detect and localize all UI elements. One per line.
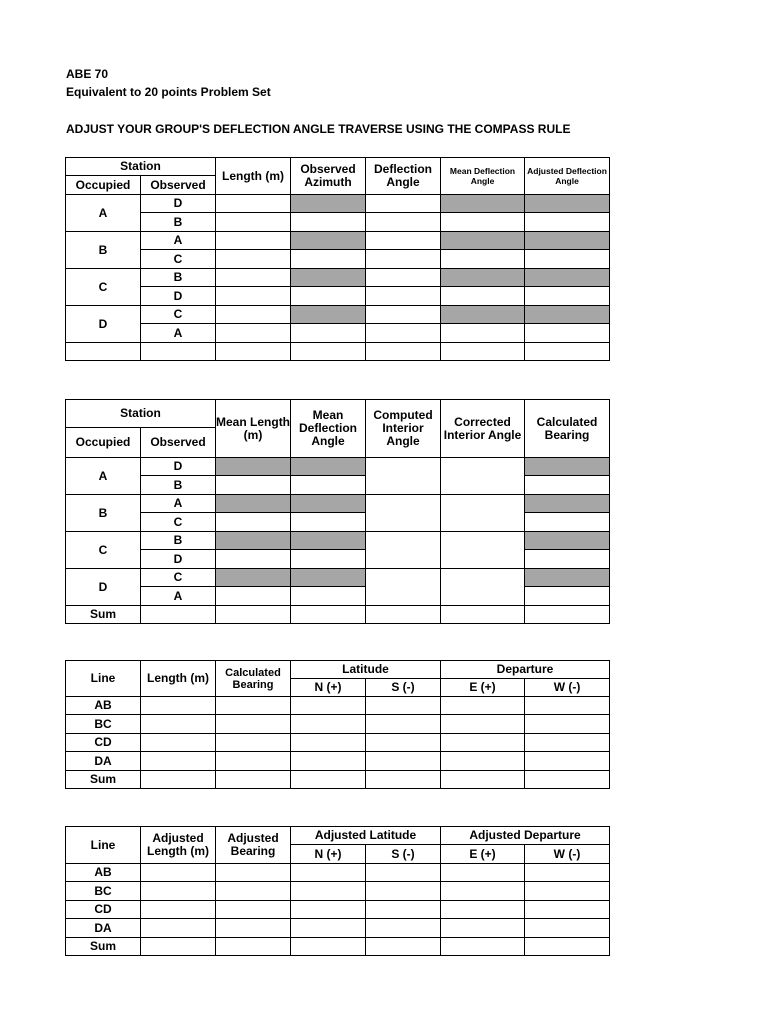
- adjusted-table: [65, 826, 610, 956]
- input-cell[interactable]: [366, 269, 441, 287]
- input-cell[interactable]: [216, 901, 291, 919]
- input-cell[interactable]: [216, 306, 291, 324]
- input-cell[interactable]: [141, 771, 216, 789]
- shaded-cell: [291, 458, 366, 476]
- input-cell[interactable]: [441, 458, 525, 495]
- west-header: W (-): [525, 845, 610, 864]
- observed-cell: B: [141, 532, 216, 550]
- input-cell[interactable]: [441, 919, 525, 938]
- input-cell[interactable]: [366, 324, 441, 343]
- input-cell[interactable]: [441, 606, 525, 624]
- north-header: N (+): [291, 845, 366, 864]
- input-cell[interactable]: [366, 287, 441, 306]
- input-cell[interactable]: [216, 550, 291, 569]
- west-header: W (-): [525, 679, 610, 697]
- input-cell[interactable]: [141, 864, 216, 882]
- input-cell[interactable]: [366, 901, 441, 919]
- shaded-cell: [525, 269, 610, 287]
- observed-cell: A: [141, 587, 216, 606]
- input-cell[interactable]: [366, 697, 441, 715]
- shaded-cell: [291, 532, 366, 550]
- occupied-cell: C: [66, 532, 141, 569]
- input-cell[interactable]: [216, 476, 291, 495]
- input-cell[interactable]: [366, 569, 441, 606]
- input-cell[interactable]: [441, 882, 525, 901]
- input-cell[interactable]: [141, 606, 216, 624]
- shaded-cell: [525, 495, 610, 513]
- adjusted-latitude-header: Adjusted Latitude: [291, 827, 441, 845]
- input-cell[interactable]: [141, 752, 216, 771]
- adjusted-bearing-header: Adjusted Bearing: [216, 827, 291, 864]
- computed-interior-header: Computed Interior Angle: [366, 400, 441, 458]
- shaded-cell: [525, 569, 610, 587]
- input-cell[interactable]: [366, 343, 441, 361]
- input-cell[interactable]: [291, 715, 366, 734]
- input-cell[interactable]: [66, 343, 141, 361]
- adjusted-departure-header: Adjusted Departure: [441, 827, 610, 845]
- line-header: Line: [66, 661, 141, 697]
- shaded-cell: [441, 306, 525, 324]
- line-label: Sum: [66, 938, 141, 956]
- latitude-header: Latitude: [291, 661, 441, 679]
- input-cell[interactable]: [141, 734, 216, 752]
- mean-length-header: Mean Length (m): [216, 400, 291, 458]
- input-cell[interactable]: [216, 195, 291, 213]
- input-cell[interactable]: [525, 606, 610, 624]
- input-cell[interactable]: [366, 606, 441, 624]
- line-label: AB: [66, 697, 141, 715]
- input-cell[interactable]: [291, 324, 366, 343]
- input-cell[interactable]: [216, 269, 291, 287]
- line-label: CD: [66, 734, 141, 752]
- station-header: Station: [66, 158, 216, 176]
- input-cell[interactable]: [366, 882, 441, 901]
- input-cell[interactable]: [216, 287, 291, 306]
- shaded-cell: [525, 232, 610, 250]
- course-code: ABE 70: [66, 67, 109, 81]
- input-cell[interactable]: [441, 752, 525, 771]
- input-cell[interactable]: [441, 569, 525, 606]
- observed-cell: B: [141, 476, 216, 495]
- input-cell[interactable]: [366, 715, 441, 734]
- observed-cell: A: [141, 324, 216, 343]
- input-cell[interactable]: [525, 550, 610, 569]
- input-cell[interactable]: [291, 882, 366, 901]
- input-cell[interactable]: [366, 458, 441, 495]
- input-cell[interactable]: [366, 532, 441, 569]
- occupied-cell: A: [66, 458, 141, 495]
- line-label: AB: [66, 864, 141, 882]
- input-cell[interactable]: [216, 864, 291, 882]
- input-cell[interactable]: [141, 882, 216, 901]
- input-cell[interactable]: [291, 287, 366, 306]
- south-header: S (-): [366, 679, 441, 697]
- input-cell[interactable]: [441, 324, 525, 343]
- occupied-cell: C: [66, 269, 141, 306]
- length-header: Length (m): [141, 661, 216, 697]
- south-header: S (-): [366, 845, 441, 864]
- input-cell[interactable]: [141, 715, 216, 734]
- occupied-cell: B: [66, 495, 141, 532]
- occupied-cell: D: [66, 569, 141, 606]
- observed-cell: C: [141, 513, 216, 532]
- input-cell[interactable]: [525, 476, 610, 495]
- observed-cell: D: [141, 550, 216, 569]
- input-cell[interactable]: [216, 213, 291, 232]
- input-cell[interactable]: [366, 734, 441, 752]
- input-cell[interactable]: [291, 864, 366, 882]
- input-cell[interactable]: [216, 938, 291, 956]
- input-cell[interactable]: [525, 697, 610, 715]
- latitude-departure-table: [65, 660, 610, 789]
- observed-cell: C: [141, 569, 216, 587]
- input-cell[interactable]: [441, 287, 525, 306]
- occupied-header: Occupied: [66, 176, 141, 195]
- input-cell[interactable]: [216, 882, 291, 901]
- input-cell[interactable]: [291, 476, 366, 495]
- observed-header: Observed: [141, 176, 216, 195]
- shaded-cell: [441, 269, 525, 287]
- input-cell[interactable]: [216, 324, 291, 343]
- input-cell[interactable]: [216, 919, 291, 938]
- observed-azimuth-header: Observed Azimuth: [291, 158, 366, 195]
- input-cell[interactable]: [291, 213, 366, 232]
- adjusted-length-header: Adjusted Length (m): [141, 827, 216, 864]
- shaded-cell: [441, 195, 525, 213]
- shaded-cell: [291, 195, 366, 213]
- deflection-angle-table: [65, 157, 610, 361]
- input-cell[interactable]: [525, 343, 610, 361]
- observed-cell: A: [141, 232, 216, 250]
- input-cell[interactable]: [525, 213, 610, 232]
- input-cell[interactable]: [291, 734, 366, 752]
- input-cell[interactable]: [366, 752, 441, 771]
- input-cell[interactable]: [441, 734, 525, 752]
- input-cell[interactable]: [441, 495, 525, 532]
- input-cell[interactable]: [291, 250, 366, 269]
- input-cell[interactable]: [366, 232, 441, 250]
- input-cell[interactable]: [525, 734, 610, 752]
- observed-cell: D: [141, 195, 216, 213]
- input-cell[interactable]: [366, 213, 441, 232]
- line-label: BC: [66, 715, 141, 734]
- input-cell[interactable]: [441, 901, 525, 919]
- input-cell[interactable]: [441, 864, 525, 882]
- input-cell[interactable]: [216, 771, 291, 789]
- mean-deflection-header: Mean Deflection Angle: [441, 158, 525, 195]
- deflection-angle-header: Deflection Angle: [366, 158, 441, 195]
- occupied-header: Occupied: [66, 428, 141, 458]
- input-cell[interactable]: [216, 752, 291, 771]
- input-cell[interactable]: [216, 250, 291, 269]
- observed-cell: D: [141, 458, 216, 476]
- calculated-bearing-header: Calculated Bearing: [525, 400, 610, 458]
- input-cell[interactable]: [291, 513, 366, 532]
- line-header: Line: [66, 827, 141, 864]
- input-cell[interactable]: [525, 587, 610, 606]
- occupied-cell: B: [66, 232, 141, 269]
- input-cell[interactable]: [291, 919, 366, 938]
- input-cell[interactable]: [366, 864, 441, 882]
- shaded-cell: [216, 495, 291, 513]
- input-cell[interactable]: [441, 343, 525, 361]
- line-label: DA: [66, 752, 141, 771]
- input-cell[interactable]: [216, 232, 291, 250]
- corrected-interior-header: Corrected Interior Angle: [441, 400, 525, 458]
- shaded-cell: [291, 569, 366, 587]
- north-header: N (+): [291, 679, 366, 697]
- input-cell[interactable]: [525, 864, 610, 882]
- input-cell[interactable]: [366, 250, 441, 269]
- input-cell[interactable]: [525, 752, 610, 771]
- input-cell[interactable]: [441, 938, 525, 956]
- shaded-cell: [525, 306, 610, 324]
- input-cell[interactable]: [141, 919, 216, 938]
- departure-header: Departure: [441, 661, 610, 679]
- calculated-bearing-header: Calculated Bearing: [216, 661, 291, 697]
- input-cell[interactable]: [441, 697, 525, 715]
- input-cell[interactable]: [366, 938, 441, 956]
- input-cell[interactable]: [216, 606, 291, 624]
- input-cell[interactable]: [441, 715, 525, 734]
- input-cell[interactable]: [291, 938, 366, 956]
- input-cell[interactable]: [216, 715, 291, 734]
- input-cell[interactable]: [216, 587, 291, 606]
- shaded-cell: [216, 532, 291, 550]
- observed-cell: D: [141, 287, 216, 306]
- input-cell[interactable]: [216, 513, 291, 532]
- adjusted-deflection-header: Adjusted Deflection Angle: [525, 158, 610, 195]
- input-cell[interactable]: [525, 324, 610, 343]
- input-cell[interactable]: [525, 938, 610, 956]
- input-cell[interactable]: [525, 919, 610, 938]
- input-cell[interactable]: [525, 771, 610, 789]
- input-cell[interactable]: [141, 343, 216, 361]
- input-cell[interactable]: [216, 734, 291, 752]
- input-cell[interactable]: [441, 771, 525, 789]
- input-cell[interactable]: [525, 287, 610, 306]
- length-header: Length (m): [216, 158, 291, 195]
- occupied-cell: D: [66, 306, 141, 343]
- occupied-cell: A: [66, 195, 141, 232]
- input-cell[interactable]: [366, 306, 441, 324]
- line-label: DA: [66, 919, 141, 938]
- shaded-cell: [525, 532, 610, 550]
- input-cell[interactable]: [291, 343, 366, 361]
- input-cell[interactable]: [291, 606, 366, 624]
- input-cell[interactable]: [525, 715, 610, 734]
- shaded-cell: [291, 232, 366, 250]
- input-cell[interactable]: [441, 213, 525, 232]
- observed-cell: B: [141, 269, 216, 287]
- input-cell[interactable]: [525, 882, 610, 901]
- observed-header: Observed: [141, 428, 216, 458]
- input-cell[interactable]: [366, 919, 441, 938]
- input-cell[interactable]: [141, 697, 216, 715]
- mean-deflection-header: Mean Deflection Angle: [291, 400, 366, 458]
- input-cell[interactable]: [216, 343, 291, 361]
- input-cell[interactable]: [366, 771, 441, 789]
- shaded-cell: [291, 269, 366, 287]
- shaded-cell: [525, 458, 610, 476]
- input-cell[interactable]: [291, 752, 366, 771]
- interior-angle-table: [65, 399, 610, 624]
- line-label: CD: [66, 901, 141, 919]
- input-cell[interactable]: [441, 250, 525, 269]
- input-cell[interactable]: [366, 195, 441, 213]
- input-cell[interactable]: [291, 697, 366, 715]
- points-note: Equivalent to 20 points Problem Set: [66, 85, 271, 99]
- observed-cell: A: [141, 495, 216, 513]
- sum-label: Sum: [66, 606, 141, 624]
- input-cell[interactable]: [141, 901, 216, 919]
- instruction: ADJUST YOUR GROUP'S DEFLECTION ANGLE TRAVERSE USING THE COMPASS RULE: [66, 122, 571, 136]
- station-header: Station: [66, 400, 216, 428]
- input-cell[interactable]: [441, 532, 525, 569]
- shaded-cell: [525, 195, 610, 213]
- shaded-cell: [441, 232, 525, 250]
- input-cell[interactable]: [366, 495, 441, 532]
- input-cell[interactable]: [291, 587, 366, 606]
- input-cell[interactable]: [525, 250, 610, 269]
- input-cell[interactable]: [525, 513, 610, 532]
- shaded-cell: [291, 495, 366, 513]
- shaded-cell: [291, 306, 366, 324]
- east-header: E (+): [441, 845, 525, 864]
- observed-cell: C: [141, 306, 216, 324]
- observed-cell: C: [141, 250, 216, 269]
- shaded-cell: [216, 458, 291, 476]
- input-cell[interactable]: [525, 901, 610, 919]
- input-cell[interactable]: [141, 938, 216, 956]
- input-cell[interactable]: [291, 901, 366, 919]
- input-cell[interactable]: [291, 771, 366, 789]
- input-cell[interactable]: [216, 697, 291, 715]
- east-header: E (+): [441, 679, 525, 697]
- line-label: BC: [66, 882, 141, 901]
- shaded-cell: [216, 569, 291, 587]
- line-label: Sum: [66, 771, 141, 789]
- observed-cell: B: [141, 213, 216, 232]
- input-cell[interactable]: [291, 550, 366, 569]
